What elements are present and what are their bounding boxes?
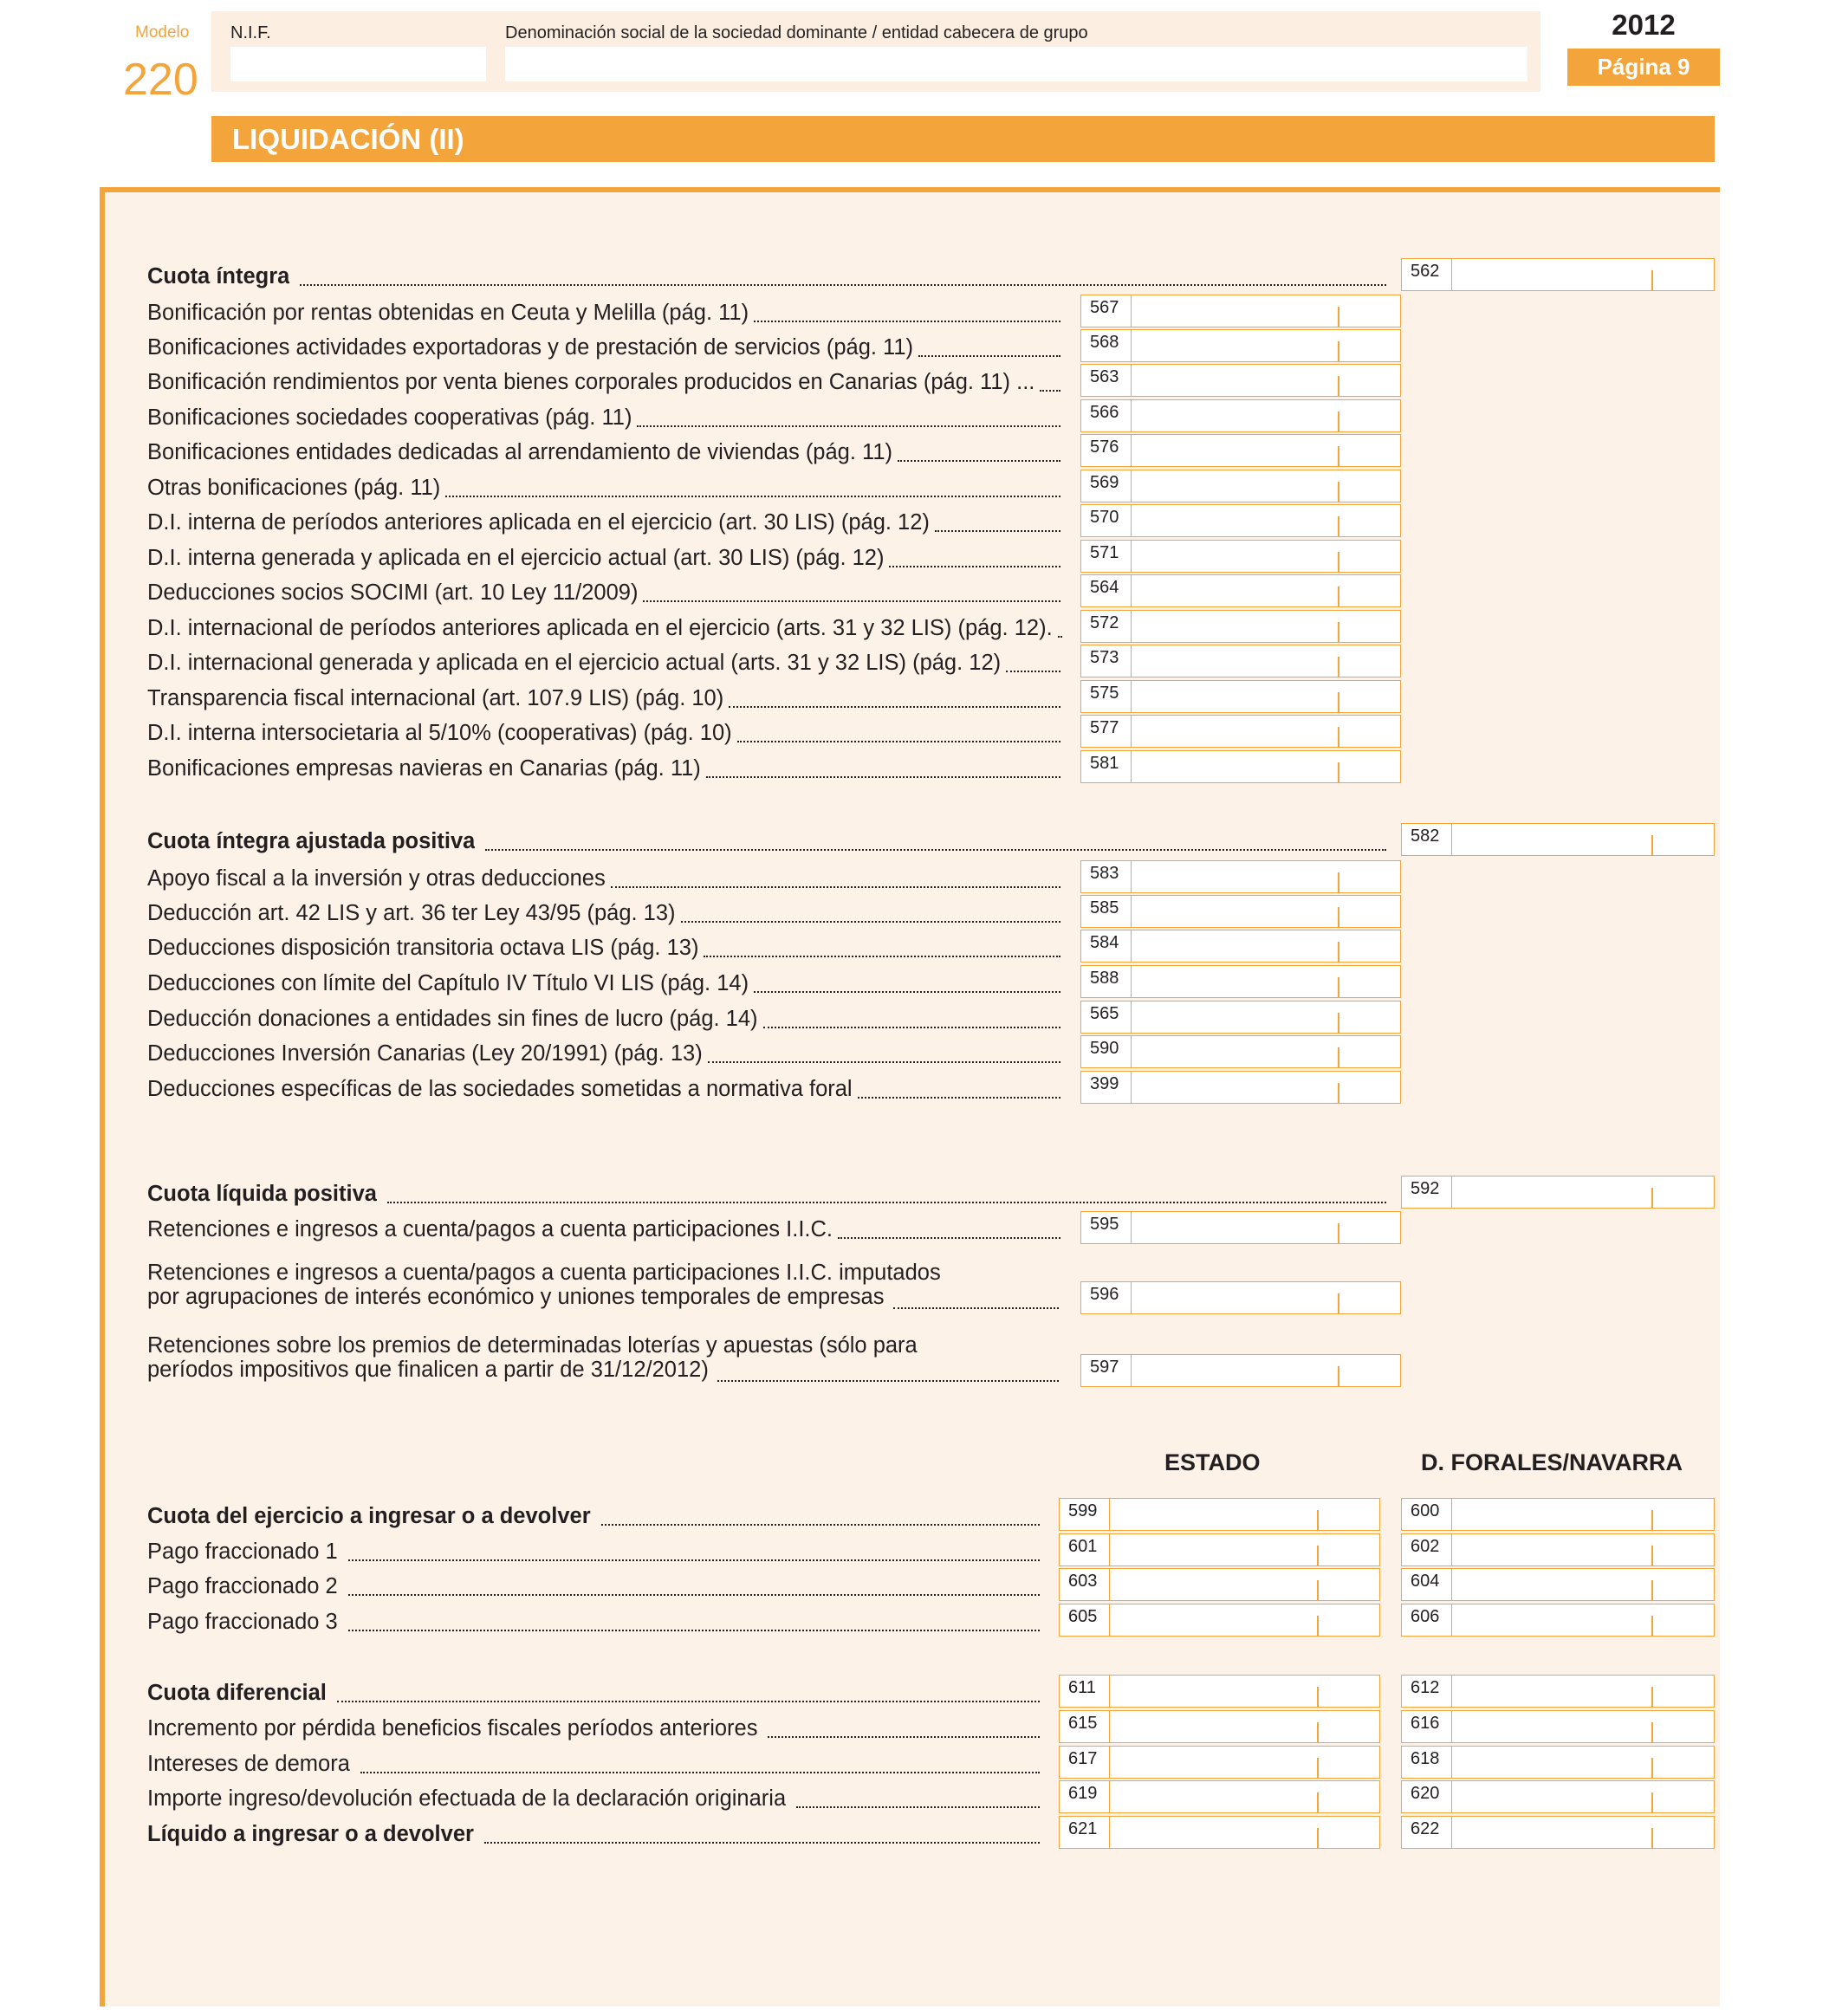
total-input-582[interactable]: [1401, 823, 1715, 856]
box-code: 588: [1081, 966, 1132, 997]
leader-dots: [935, 528, 1060, 532]
leader-dots: [898, 458, 1060, 462]
leader-dots: [681, 919, 1060, 923]
modelo-number: 220: [123, 55, 198, 105]
estado-input-611[interactable]: [1059, 1675, 1380, 1708]
total-input-592[interactable]: [1401, 1176, 1715, 1209]
cents-separator: [1317, 1510, 1319, 1531]
column-estado: ESTADO: [1164, 1449, 1261, 1475]
total-label: Cuota líquida positiva: [147, 1182, 377, 1206]
item-label: Deducciones con límite del Capítulo IV Título VI LIS (pág. 14): [147, 971, 749, 995]
box-code: 618: [1402, 1747, 1452, 1778]
box-code: 602: [1402, 1534, 1452, 1565]
box-code: 616: [1402, 1711, 1452, 1742]
item-input-576[interactable]: [1080, 434, 1401, 467]
cents-separator: [1317, 1546, 1319, 1566]
item-label: D.I. internacional de períodos anteriores aplicada en el ejercicio (arts. 31 y 32 LIS) (pág. 12).: [147, 616, 1053, 640]
leader-dots: [858, 1095, 1060, 1099]
cents-separator: [1651, 1687, 1653, 1708]
item-input-563[interactable]: [1080, 364, 1401, 397]
estado-input-619[interactable]: [1059, 1780, 1380, 1813]
cents-separator: [1338, 727, 1339, 748]
box-code: 597: [1081, 1355, 1132, 1386]
cents-separator: [1338, 446, 1339, 467]
box-code: 612: [1402, 1676, 1452, 1707]
box-code: 596: [1081, 1282, 1132, 1313]
modelo-label: Modelo: [135, 23, 190, 42]
box-code: 617: [1060, 1747, 1110, 1778]
leader-dots: [643, 599, 1060, 602]
year-label: 2012: [1612, 9, 1676, 41]
leader-dots: [348, 1628, 1040, 1631]
result-label: Pago fraccionado 1: [147, 1540, 338, 1564]
cents-separator: [1317, 1687, 1319, 1708]
leader-dots: [611, 885, 1060, 888]
item-label: Deducción donaciones a entidades sin fines de lucro (pág. 14): [147, 1007, 758, 1031]
item-input-583[interactable]: [1080, 860, 1401, 893]
cents-separator: [1651, 1616, 1653, 1637]
item-label: Bonificaciones actividades exportadoras y de prestación de servicios (pág. 11): [147, 335, 914, 360]
cents-separator: [1317, 1722, 1319, 1743]
foral-input-604[interactable]: [1401, 1568, 1715, 1601]
box-code: 615: [1060, 1711, 1110, 1742]
item-input-584[interactable]: [1080, 930, 1401, 963]
leader-dots: [737, 739, 1060, 742]
leader-dots: [337, 1699, 1040, 1702]
box-code: 576: [1081, 435, 1132, 466]
leader-dots: [1040, 388, 1060, 392]
item-input-588[interactable]: [1080, 965, 1401, 998]
cents-separator: [1317, 1758, 1319, 1779]
item-input-581[interactable]: [1080, 750, 1401, 783]
box-code: 566: [1081, 400, 1132, 431]
box-code: 601: [1060, 1534, 1110, 1565]
estado-input-621[interactable]: [1059, 1816, 1380, 1849]
result-label: Líquido a ingresar o a devolver: [147, 1822, 474, 1846]
cents-separator: [1338, 872, 1339, 893]
item-label: Deducciones disposición transitoria octava LIS (pág. 13): [147, 936, 699, 960]
leader-dots: [484, 1840, 1040, 1844]
cents-separator: [1338, 516, 1339, 537]
box-code: 565: [1081, 1002, 1132, 1033]
leader-dots: [601, 1522, 1040, 1526]
box-code: 600: [1402, 1499, 1452, 1530]
foral-input-618[interactable]: [1401, 1746, 1715, 1779]
result-label: Pago fraccionado 2: [147, 1574, 338, 1598]
leader-dots: [485, 847, 1386, 851]
item-label: Bonificación rendimientos por venta bienes corporales producidos en Canarias (pág. 11) ...: [147, 370, 1035, 394]
item-input-570[interactable]: [1080, 504, 1401, 537]
cents-separator: [1651, 1580, 1653, 1601]
box-code: 585: [1081, 896, 1132, 927]
cents-separator: [1338, 942, 1339, 963]
item-label: Deducciones específicas de las sociedades sometidas a normativa foral: [147, 1077, 853, 1101]
leader-dots: [796, 1805, 1040, 1808]
item-input-573[interactable]: [1080, 645, 1401, 677]
total-input-562[interactable]: [1401, 258, 1715, 291]
item-label: Apoyo fiscal a la inversión y otras deducciones: [147, 866, 606, 891]
box-code: 611: [1060, 1676, 1110, 1707]
item-label: Otras bonificaciones (pág. 11): [147, 476, 441, 500]
leader-dots: [445, 494, 1060, 497]
leader-dots: [1058, 634, 1060, 638]
item-label: Retenciones e ingresos a cuenta/pagos a cuenta participaciones I.I.C. imputados por agrupaciones de interés económico y uniones temporales de empresas: [147, 1261, 941, 1309]
item-input-569[interactable]: [1080, 470, 1401, 502]
cents-separator: [1338, 376, 1339, 397]
item-label: D.I. internacional generada y aplicada en el ejercicio actual (arts. 31 y 32 LIS) (pág. 12): [147, 651, 1002, 675]
cents-separator: [1651, 1722, 1653, 1743]
cents-separator: [1651, 835, 1653, 856]
box-code: 604: [1402, 1569, 1452, 1600]
cents-separator: [1651, 1188, 1653, 1209]
result-label: Pago fraccionado 3: [147, 1610, 338, 1634]
leader-dots: [708, 1060, 1060, 1063]
cents-separator: [1651, 1758, 1653, 1779]
result-label: Intereses de demora: [147, 1752, 350, 1776]
foral-input-622[interactable]: [1401, 1816, 1715, 1849]
leader-dots: [704, 954, 1060, 957]
cents-separator: [1338, 1013, 1339, 1034]
box-code: 572: [1081, 611, 1132, 642]
foral-input-602[interactable]: [1401, 1533, 1715, 1566]
item-input-571[interactable]: [1080, 540, 1401, 573]
item-label: Deducciones Inversión Canarias (Ley 20/1991) (pág. 13): [147, 1041, 703, 1066]
estado-input-617[interactable]: [1059, 1746, 1380, 1779]
cents-separator: [1338, 1047, 1339, 1068]
box-code: 619: [1060, 1781, 1110, 1812]
leader-dots: [763, 1025, 1060, 1028]
item-input-590[interactable]: [1080, 1035, 1401, 1068]
box-code: 595: [1081, 1212, 1132, 1243]
box-code: 564: [1081, 575, 1132, 606]
cents-separator: [1338, 762, 1339, 783]
item-input-567[interactable]: [1080, 295, 1401, 327]
leader-dots: [838, 1235, 1060, 1239]
item-input-568[interactable]: [1080, 329, 1401, 362]
item-input-577[interactable]: [1080, 715, 1401, 748]
leader-dots: [348, 1592, 1040, 1596]
box-code: 584: [1081, 930, 1132, 962]
item-input-575[interactable]: [1080, 680, 1401, 713]
leader-dots: [348, 1558, 1040, 1561]
item-label: Retenciones sobre los premios de determinadas loterías y apuestas (sólo para períodos impositivos que finalicen a partir de 31/12/2012): [147, 1333, 918, 1382]
cents-separator: [1338, 1083, 1339, 1104]
estado-input-615[interactable]: [1059, 1710, 1380, 1743]
box-code: 620: [1402, 1781, 1452, 1812]
leader-dots: [300, 282, 1386, 286]
item-input-596[interactable]: [1080, 1281, 1401, 1314]
item-input-585[interactable]: [1080, 895, 1401, 928]
leader-dots: [768, 1734, 1040, 1738]
leader-dots: [1006, 669, 1060, 672]
cents-separator: [1651, 1828, 1653, 1849]
box-code: 562: [1402, 259, 1452, 290]
leader-dots: [637, 424, 1060, 427]
leader-dots: [889, 564, 1060, 567]
cents-separator: [1338, 977, 1339, 998]
box-code: 583: [1081, 861, 1132, 892]
cents-separator: [1338, 412, 1339, 432]
result-label: Importe ingreso/devolución efectuada de la declaración originaria: [147, 1786, 787, 1811]
cents-separator: [1338, 552, 1339, 573]
cents-separator: [1651, 1792, 1653, 1813]
item-label: Bonificaciones empresas navieras en Canarias (pág. 11): [147, 756, 701, 781]
nif-field[interactable]: [230, 47, 486, 81]
cents-separator: [1338, 692, 1339, 713]
nif-label: N.I.F.: [230, 23, 271, 42]
leader-dots: [387, 1200, 1386, 1203]
cents-separator: [1338, 1223, 1339, 1244]
leader-dots: [754, 319, 1060, 322]
leader-dots: [893, 1306, 1059, 1309]
foral-input-612[interactable]: [1401, 1675, 1715, 1708]
box-code: 399: [1081, 1072, 1132, 1103]
item-label: Retenciones e ingresos a cuenta/pagos a cuenta participaciones I.I.C.: [147, 1217, 833, 1241]
foral-input-606[interactable]: [1401, 1604, 1715, 1637]
foral-input-620[interactable]: [1401, 1780, 1715, 1813]
foral-input-616[interactable]: [1401, 1710, 1715, 1743]
section-title: LIQUIDACIÓN (II): [232, 123, 464, 155]
item-input-597[interactable]: [1080, 1354, 1401, 1387]
cents-separator: [1651, 1546, 1653, 1566]
cents-separator: [1338, 482, 1339, 502]
item-input-564[interactable]: [1080, 574, 1401, 607]
estado-input-599[interactable]: [1059, 1498, 1380, 1531]
box-code: 577: [1081, 716, 1132, 747]
cents-separator: [1317, 1828, 1319, 1849]
item-label: Deducción art. 42 LIS y art. 36 ter Ley 43/95 (pág. 13): [147, 901, 676, 925]
item-label: Deducciones socios SOCIMI (art. 10 Ley 11/2009): [147, 580, 639, 605]
column-forales: D. FORALES/NAVARRA: [1421, 1449, 1683, 1475]
box-code: 599: [1060, 1499, 1110, 1530]
leader-dots: [918, 353, 1060, 357]
box-code: 622: [1402, 1817, 1452, 1848]
cents-separator: [1338, 657, 1339, 677]
item-input-565[interactable]: [1080, 1001, 1401, 1034]
item-input-595[interactable]: [1080, 1211, 1401, 1244]
estado-input-601[interactable]: [1059, 1533, 1380, 1566]
result-label: Cuota del ejercicio a ingresar o a devolver: [147, 1504, 591, 1528]
leader-dots: [717, 1378, 1059, 1382]
box-code: 568: [1081, 330, 1132, 361]
item-label: Bonificaciones entidades dedicadas al arrendamiento de viviendas (pág. 11): [147, 440, 892, 464]
cents-separator: [1317, 1580, 1319, 1601]
box-code: 605: [1060, 1604, 1110, 1636]
box-code: 606: [1402, 1604, 1452, 1636]
denominacion-field[interactable]: [505, 47, 1527, 81]
box-code: 569: [1081, 470, 1132, 502]
item-input-572[interactable]: [1080, 610, 1401, 643]
denominacion-label: Denominación social de la sociedad dominante / entidad cabecera de grupo: [505, 23, 1088, 42]
leader-dots: [360, 1770, 1040, 1773]
cents-separator: [1338, 587, 1339, 607]
cents-separator: [1338, 622, 1339, 643]
cents-separator: [1651, 1510, 1653, 1531]
box-code: 567: [1081, 295, 1132, 327]
cents-separator: [1651, 270, 1653, 291]
box-code: 621: [1060, 1817, 1110, 1848]
cents-separator: [1338, 1293, 1339, 1314]
box-code: 590: [1081, 1036, 1132, 1067]
cents-separator: [1317, 1616, 1319, 1637]
foral-input-600[interactable]: [1401, 1498, 1715, 1531]
cents-separator: [1317, 1792, 1319, 1813]
total-label: Cuota íntegra ajustada positiva: [147, 829, 476, 853]
leader-dots: [729, 704, 1060, 708]
box-code: 575: [1081, 681, 1132, 712]
item-label: Bonificaciones sociedades cooperativas (pág. 11): [147, 405, 632, 430]
estado-input-603[interactable]: [1059, 1568, 1380, 1601]
result-label: Incremento por pérdida beneficios fiscales períodos anteriores: [147, 1716, 758, 1741]
box-code: 582: [1402, 824, 1452, 855]
item-input-399[interactable]: [1080, 1071, 1401, 1104]
item-label: Transparencia fiscal internacional (art. 107.9 LIS) (pág. 10): [147, 686, 724, 710]
box-code: 592: [1402, 1177, 1452, 1208]
result-label: Cuota diferencial: [147, 1681, 327, 1705]
item-label: D.I. interna intersocietaria al 5/10% (cooperativas) (pág. 10): [147, 721, 732, 745]
box-code: 570: [1081, 505, 1132, 536]
estado-input-605[interactable]: [1059, 1604, 1380, 1637]
cents-separator: [1338, 341, 1339, 362]
cents-separator: [1338, 307, 1339, 327]
leader-dots: [706, 775, 1060, 778]
box-code: 573: [1081, 645, 1132, 677]
box-code: 581: [1081, 751, 1132, 782]
page-badge: Página 9: [1567, 49, 1720, 86]
cents-separator: [1338, 907, 1339, 928]
item-label: D.I. interna de períodos anteriores aplicada en el ejercicio (art. 30 LIS) (pág. 12): [147, 510, 930, 535]
total-label: Cuota íntegra: [147, 264, 290, 288]
box-code: 571: [1081, 541, 1132, 572]
leader-dots: [754, 989, 1060, 993]
box-code: 603: [1060, 1569, 1110, 1600]
item-label: Bonificación por rentas obtenidas en Ceuta y Melilla (pág. 11): [147, 301, 749, 325]
item-input-566[interactable]: [1080, 399, 1401, 432]
box-code: 563: [1081, 365, 1132, 396]
item-label: D.I. interna generada y aplicada en el ejercicio actual (art. 30 LIS) (pág. 12): [147, 546, 885, 570]
cents-separator: [1338, 1366, 1339, 1387]
